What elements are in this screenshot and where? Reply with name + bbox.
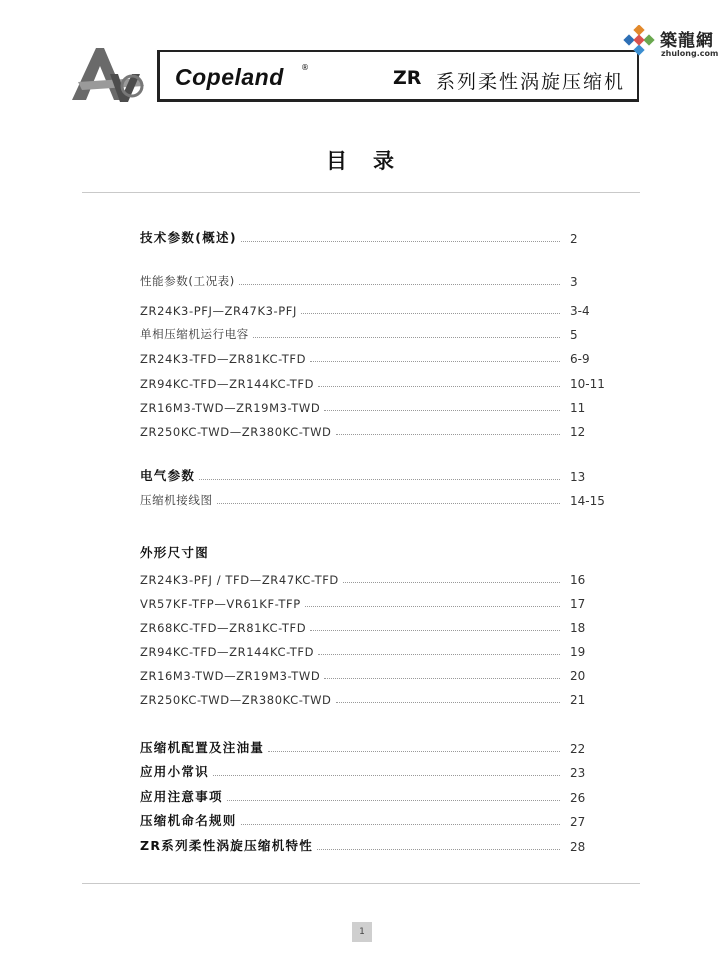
toc-entry-label: 应用小常识	[140, 764, 210, 779]
leader-dots	[336, 433, 560, 435]
toc-entry-label: ZR94KC-TFD—ZR144KC-TFD	[140, 645, 315, 659]
toc-entry-label: ZR94KC-TFD—ZR144KC-TFD	[140, 377, 315, 391]
leader-dots	[305, 605, 560, 607]
toc-entry-label: 单相压缩机运行电容	[140, 327, 249, 341]
toc-entry	[140, 665, 610, 683]
toc-entry-page: 3-4	[570, 304, 590, 318]
toc-entry	[140, 421, 610, 439]
leader-dots	[253, 336, 560, 338]
section-heading: 外形尺寸图	[140, 545, 210, 560]
toc-entry-page: 17	[570, 597, 586, 611]
toc-entry-label: ZR68KC-TFD—ZR81KC-TFD	[140, 621, 307, 635]
leader-dots	[310, 629, 560, 631]
toc-title: 目录	[326, 149, 420, 173]
toc-entry-label: ZR250KC-TWD—ZR380KC-TWD	[140, 425, 332, 439]
toc-entry-page: 20	[570, 669, 586, 683]
registered-mark: ®	[301, 63, 309, 72]
toc-entry-page: 21	[570, 693, 586, 707]
toc-entry-page: 14-15	[570, 494, 605, 508]
leader-dots	[239, 283, 560, 285]
leader-dots	[241, 240, 560, 242]
toc-entry-page: 5	[570, 328, 578, 342]
toc-entry	[140, 466, 610, 484]
toc-entry-page: 26	[570, 791, 586, 805]
header-title: 系列柔性涡旋压缩机	[436, 71, 626, 93]
toc-entry-page: 13	[570, 470, 586, 484]
toc-entry	[140, 490, 610, 508]
leader-dots	[343, 581, 560, 583]
toc-entry	[140, 762, 610, 780]
toc-entry	[140, 348, 610, 366]
toc-entry	[140, 569, 610, 587]
toc-entry	[140, 811, 610, 829]
leader-dots	[324, 677, 560, 679]
toc-entry	[140, 787, 610, 805]
toc-entry-page: 23	[570, 766, 586, 780]
header-series: ZR	[393, 67, 422, 89]
toc-entry-label: ZR16M3-TWD—ZR19M3-TWD	[140, 669, 321, 683]
leader-dots	[217, 502, 560, 504]
brand-name: Copeland	[175, 64, 284, 90]
leader-dots	[310, 360, 560, 362]
zhulong-logo-icon	[622, 25, 656, 59]
bottom-divider	[82, 883, 640, 884]
toc-entry	[140, 324, 610, 342]
toc-entry-page: 16	[570, 573, 586, 587]
leader-dots	[336, 701, 560, 703]
leader-dots	[213, 774, 560, 776]
toc-entry	[140, 271, 610, 289]
toc-entry-page: 22	[570, 742, 586, 756]
leader-dots	[318, 385, 560, 387]
toc-entry-page: 18	[570, 621, 586, 635]
leader-dots	[317, 848, 560, 850]
toc-entry-label: 电气参数	[140, 468, 196, 483]
leader-dots	[199, 478, 560, 480]
toc-entry-label: ZR24K3-PFJ / TFD—ZR47KC-TFD	[140, 573, 339, 587]
toc-entry-page: 11	[570, 401, 586, 415]
toc-entry	[140, 228, 610, 246]
toc-entry-label: 应用注意事项	[140, 789, 223, 804]
toc-entry	[140, 738, 610, 756]
toc-entry-label: 压缩机接线图	[140, 493, 213, 507]
toc-entry	[140, 641, 610, 659]
toc-entry-page: 2	[570, 232, 578, 246]
toc-entry-label: ZR250KC-TWD—ZR380KC-TWD	[140, 693, 332, 707]
toc-entry	[140, 373, 610, 391]
watermark-cn: 築龍網	[660, 31, 714, 51]
toc-entry-label: ZR24K3-TFD—ZR81KC-TFD	[140, 352, 307, 366]
toc-entry-label: 压缩机命名规则	[140, 813, 237, 828]
toc-entry-page: 3	[570, 275, 578, 289]
toc-entry	[140, 397, 610, 415]
vd-logo	[70, 44, 148, 106]
leader-dots	[318, 653, 560, 655]
toc-entry-label: 性能参数(工况表)	[140, 274, 235, 288]
toc-entry-page: 19	[570, 645, 586, 659]
toc-entry-page: 28	[570, 840, 586, 854]
leader-dots	[241, 823, 560, 825]
toc-entry-label: ZR24K3-PFJ—ZR47K3-PFJ	[140, 304, 298, 318]
toc-entry-label: 技术参数(概述)	[140, 230, 237, 245]
leader-dots	[268, 750, 560, 752]
toc-entry	[140, 836, 610, 854]
leader-dots	[324, 409, 560, 411]
toc-entry-label: 压缩机配置及注油量	[140, 740, 265, 755]
toc-entry-page: 6-9	[570, 352, 590, 366]
toc-entry-label: VR57KF-TFP—VR61KF-TFP	[140, 597, 301, 611]
toc-entry	[140, 689, 610, 707]
toc-entry-page: 10-11	[570, 377, 605, 391]
toc-entry	[140, 593, 610, 611]
watermark-en: zhulong.com	[661, 49, 719, 58]
page-number: 1	[352, 922, 372, 942]
toc-entry-page: 27	[570, 815, 586, 829]
toc-entry-label: ZR16M3-TWD—ZR19M3-TWD	[140, 401, 321, 415]
leader-dots	[227, 799, 560, 801]
toc-entry	[140, 617, 610, 635]
toc-entry-page: 12	[570, 425, 586, 439]
toc-entry-label: ZR系列柔性涡旋压缩机特性	[140, 838, 314, 853]
toc-entry	[140, 300, 610, 318]
top-divider	[82, 192, 640, 193]
leader-dots	[301, 312, 560, 314]
